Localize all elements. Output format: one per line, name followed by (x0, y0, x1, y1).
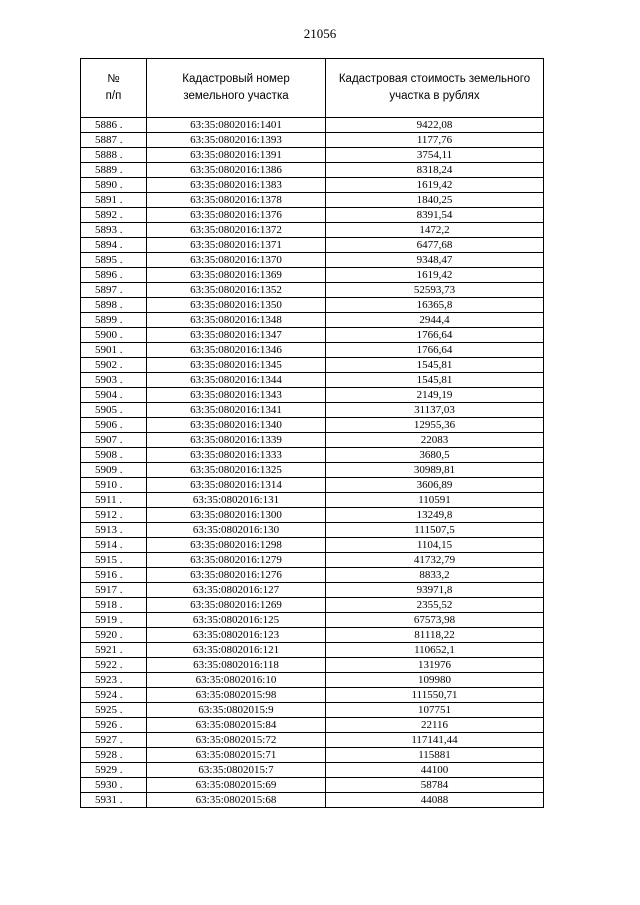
cadastral-number: 63:35:0802016:123 (147, 628, 326, 643)
cadastral-number: 63:35:0802016:1346 (147, 343, 326, 358)
row-number: 5922 . (81, 658, 147, 673)
row-number: 5895 . (81, 253, 147, 268)
cadastral-number: 63:35:0802016:1350 (147, 298, 326, 313)
table-row (81, 253, 544, 268)
table-row (81, 748, 544, 763)
row-number: 5920 . (81, 628, 147, 643)
table-row (81, 778, 544, 793)
row-number: 5891 . (81, 193, 147, 208)
table-row (81, 448, 544, 463)
table-row (81, 493, 544, 508)
row-number: 5929 . (81, 763, 147, 778)
cadastral-cost: 117141,44 (326, 733, 544, 748)
cadastral-cost: 22116 (326, 718, 544, 733)
row-number: 5910 . (81, 478, 147, 493)
row-number: 5893 . (81, 223, 147, 238)
table-row (81, 163, 544, 178)
table-row (81, 463, 544, 478)
table-row (81, 718, 544, 733)
cadastral-number: 63:35:0802016:127 (147, 583, 326, 598)
cadastral-cost: 6477,68 (326, 238, 544, 253)
header-cost-line2: участка в рублях (389, 90, 480, 102)
row-number: 5928 . (81, 748, 147, 763)
cadastral-number: 63:35:0802016:1378 (147, 193, 326, 208)
table-row (81, 673, 544, 688)
cadastral-number: 63:35:0802016:1352 (147, 283, 326, 298)
cadastral-cost: 1619,42 (326, 178, 544, 193)
row-number: 5923 . (81, 673, 147, 688)
table-body (81, 118, 544, 808)
cadastral-number: 63:35:0802016:10 (147, 673, 326, 688)
row-number: 5886 . (81, 118, 147, 133)
row-number: 5911 . (81, 493, 147, 508)
row-number: 5899 . (81, 313, 147, 328)
cadastral-cost: 8833,2 (326, 568, 544, 583)
table-row (81, 193, 544, 208)
cadastral-cost: 44088 (326, 793, 544, 808)
cadastral-cost: 3606,89 (326, 478, 544, 493)
table-row (81, 283, 544, 298)
row-number: 5924 . (81, 688, 147, 703)
row-number: 5921 . (81, 643, 147, 658)
table-row (81, 433, 544, 448)
cadastral-cost: 1840,25 (326, 193, 544, 208)
table-row (81, 343, 544, 358)
header-cost-line1: Кадастровая стоимость земельного (338, 73, 531, 85)
cadastral-number: 63:35:0802016:1371 (147, 238, 326, 253)
row-number: 5900 . (81, 328, 147, 343)
row-number: 5902 . (81, 358, 147, 373)
table-row (81, 508, 544, 523)
table-row (81, 118, 544, 133)
cadastral-number: 63:35:0802016:1298 (147, 538, 326, 553)
cadastral-cost: 22083 (326, 433, 544, 448)
cadastral-number: 63:35:0802016:1386 (147, 163, 326, 178)
row-number: 5915 . (81, 553, 147, 568)
header-number-line2: п/п (105, 90, 122, 102)
table-row (81, 658, 544, 673)
row-number: 5913 . (81, 523, 147, 538)
table-row (81, 148, 544, 163)
table-row (81, 568, 544, 583)
table-row (81, 553, 544, 568)
cadastral-cost: 67573,98 (326, 613, 544, 628)
cadastral-cost: 2355,52 (326, 598, 544, 613)
row-number: 5909 . (81, 463, 147, 478)
row-number: 5930 . (81, 778, 147, 793)
table-row (81, 358, 544, 373)
cadastral-cost: 8391,54 (326, 208, 544, 223)
row-number: 5927 . (81, 733, 147, 748)
cadastral-cost: 107751 (326, 703, 544, 718)
cadastral-cost: 3754,11 (326, 148, 544, 163)
cadastral-number: 63:35:0802016:1269 (147, 598, 326, 613)
row-number: 5914 . (81, 538, 147, 553)
cadastral-number: 63:35:0802016:1401 (147, 118, 326, 133)
row-number: 5892 . (81, 208, 147, 223)
cadastral-number: 63:35:0802016:1391 (147, 148, 326, 163)
cadastral-number: 63:35:0802016:1372 (147, 223, 326, 238)
row-number: 5908 . (81, 448, 147, 463)
table-row (81, 688, 544, 703)
table-row (81, 613, 544, 628)
table-row (81, 388, 544, 403)
cadastral-cost: 31137,03 (326, 403, 544, 418)
cadastral-cost: 52593,73 (326, 283, 544, 298)
cadastral-cost: 1177,76 (326, 133, 544, 148)
cadastral-number: 63:35:0802016:121 (147, 643, 326, 658)
row-number: 5890 . (81, 178, 147, 193)
cadastral-number: 63:35:0802016:1276 (147, 568, 326, 583)
cadastral-cost: 110652,1 (326, 643, 544, 658)
table-row (81, 268, 544, 283)
cadastral-number: 63:35:0802015:9 (147, 703, 326, 718)
cadastral-number: 63:35:0802016:1348 (147, 313, 326, 328)
table-row (81, 223, 544, 238)
cadastral-number: 63:35:0802016:1325 (147, 463, 326, 478)
row-number: 5926 . (81, 718, 147, 733)
cadastral-cost: 109980 (326, 673, 544, 688)
cadastral-cost: 16365,8 (326, 298, 544, 313)
cadastral-number: 63:35:0802016:1369 (147, 268, 326, 283)
cadastral-number: 63:35:0802016:1343 (147, 388, 326, 403)
cadastral-cost: 111550,71 (326, 688, 544, 703)
cadastral-number: 63:35:0802016:1340 (147, 418, 326, 433)
cadastral-number: 63:35:0802016:1345 (147, 358, 326, 373)
row-number: 5925 . (81, 703, 147, 718)
cadastral-cost: 58784 (326, 778, 544, 793)
cadastral-number: 63:35:0802016:1393 (147, 133, 326, 148)
header-cadastral-line1: Кадастровый номер (182, 73, 290, 85)
row-number: 5918 . (81, 598, 147, 613)
table-row (81, 403, 544, 418)
table-row (81, 628, 544, 643)
table-row (81, 238, 544, 253)
table-row (81, 583, 544, 598)
cadastral-number: 63:35:0802016:1339 (147, 433, 326, 448)
cadastral-number: 63:35:0802016:1347 (147, 328, 326, 343)
row-number: 5904 . (81, 388, 147, 403)
table-row (81, 598, 544, 613)
table-row (81, 133, 544, 148)
cadastral-cost: 1619,42 (326, 268, 544, 283)
cadastral-cost: 1766,64 (326, 328, 544, 343)
cadastral-number: 63:35:0802015:84 (147, 718, 326, 733)
header-number-line1: № (107, 73, 120, 85)
table-row (81, 178, 544, 193)
cadastral-cost: 2149,19 (326, 388, 544, 403)
cadastral-cost: 115881 (326, 748, 544, 763)
cadastral-number: 63:35:0802016:125 (147, 613, 326, 628)
cadastral-cost: 93971,8 (326, 583, 544, 598)
row-number: 5916 . (81, 568, 147, 583)
row-number: 5931 . (81, 793, 147, 808)
cadastral-number: 63:35:0802016:1341 (147, 403, 326, 418)
cadastral-cost: 111507,5 (326, 523, 544, 538)
table-row (81, 538, 544, 553)
row-number: 5905 . (81, 403, 147, 418)
cadastral-cost: 2944,4 (326, 313, 544, 328)
cadastral-number: 63:35:0802015:71 (147, 748, 326, 763)
table-row (81, 418, 544, 433)
page-number: 21056 (303, 26, 337, 41)
cadastral-number: 63:35:0802015:72 (147, 733, 326, 748)
row-number: 5896 . (81, 268, 147, 283)
row-number: 5894 . (81, 238, 147, 253)
table-row (81, 328, 544, 343)
cadastral-cost: 110591 (326, 493, 544, 508)
cadastral-cost: 1766,64 (326, 343, 544, 358)
cadastral-number: 63:35:0802016:1344 (147, 373, 326, 388)
table-row (81, 478, 544, 493)
cadastral-cost: 1545,81 (326, 373, 544, 388)
cadastral-cost: 41732,79 (326, 553, 544, 568)
header-cadastral-number (147, 59, 326, 118)
cadastral-cost: 9348,47 (326, 253, 544, 268)
row-number: 5919 . (81, 613, 147, 628)
row-number: 5903 . (81, 373, 147, 388)
table-header (81, 59, 544, 118)
table-row (81, 643, 544, 658)
cadastral-cost: 9422,08 (326, 118, 544, 133)
row-number: 5889 . (81, 163, 147, 178)
cadastral-number: 63:35:0802015:98 (147, 688, 326, 703)
table-row (81, 733, 544, 748)
cadastral-number: 63:35:0802016:1314 (147, 478, 326, 493)
cadastral-cost: 1104,15 (326, 538, 544, 553)
table-row (81, 523, 544, 538)
cadastral-cost: 44100 (326, 763, 544, 778)
row-number: 5901 . (81, 343, 147, 358)
cadastral-cost: 131976 (326, 658, 544, 673)
cadastral-cost: 1545,81 (326, 358, 544, 373)
cadastral-number: 63:35:0802016:1333 (147, 448, 326, 463)
row-number: 5887 . (81, 133, 147, 148)
row-number: 5898 . (81, 298, 147, 313)
row-number: 5917 . (81, 583, 147, 598)
table-row (81, 208, 544, 223)
row-number: 5897 . (81, 283, 147, 298)
table-row (81, 313, 544, 328)
cadastral-number: 63:35:0802016:1376 (147, 208, 326, 223)
cadastral-number: 63:35:0802016:1300 (147, 508, 326, 523)
header-number (81, 59, 147, 118)
table-row (81, 703, 544, 718)
cadastral-cost: 8318,24 (326, 163, 544, 178)
cadastral-number: 63:35:0802015:7 (147, 763, 326, 778)
cadastral-number: 63:35:0802015:69 (147, 778, 326, 793)
cadastral-cost: 1472,2 (326, 223, 544, 238)
table-row (81, 298, 544, 313)
cadastral-cost: 81118,22 (326, 628, 544, 643)
cadastral-number: 63:35:0802016:1279 (147, 553, 326, 568)
header-cadastral-line2: земельного участка (183, 90, 289, 102)
cadastral-cost: 12955,36 (326, 418, 544, 433)
cadastral-number: 63:35:0802016:131 (147, 493, 326, 508)
cadastral-number: 63:35:0802016:130 (147, 523, 326, 538)
cadastral-number: 63:35:0802016:1370 (147, 253, 326, 268)
row-number: 5907 . (81, 433, 147, 448)
cadastral-cost: 13249,8 (326, 508, 544, 523)
row-number: 5906 . (81, 418, 147, 433)
cadastral-cost: 3680,5 (326, 448, 544, 463)
cadastral-number: 63:35:0802016:118 (147, 658, 326, 673)
header-row (81, 59, 544, 118)
header-cadastral-cost (326, 59, 544, 118)
row-number: 5888 . (81, 148, 147, 163)
table-row (81, 793, 544, 808)
row-number: 5912 . (81, 508, 147, 523)
cadastral-table (80, 58, 544, 808)
table-row (81, 763, 544, 778)
cadastral-cost: 30989,81 (326, 463, 544, 478)
cadastral-number: 63:35:0802016:1383 (147, 178, 326, 193)
table-row (81, 373, 544, 388)
cadastral-number: 63:35:0802015:68 (147, 793, 326, 808)
